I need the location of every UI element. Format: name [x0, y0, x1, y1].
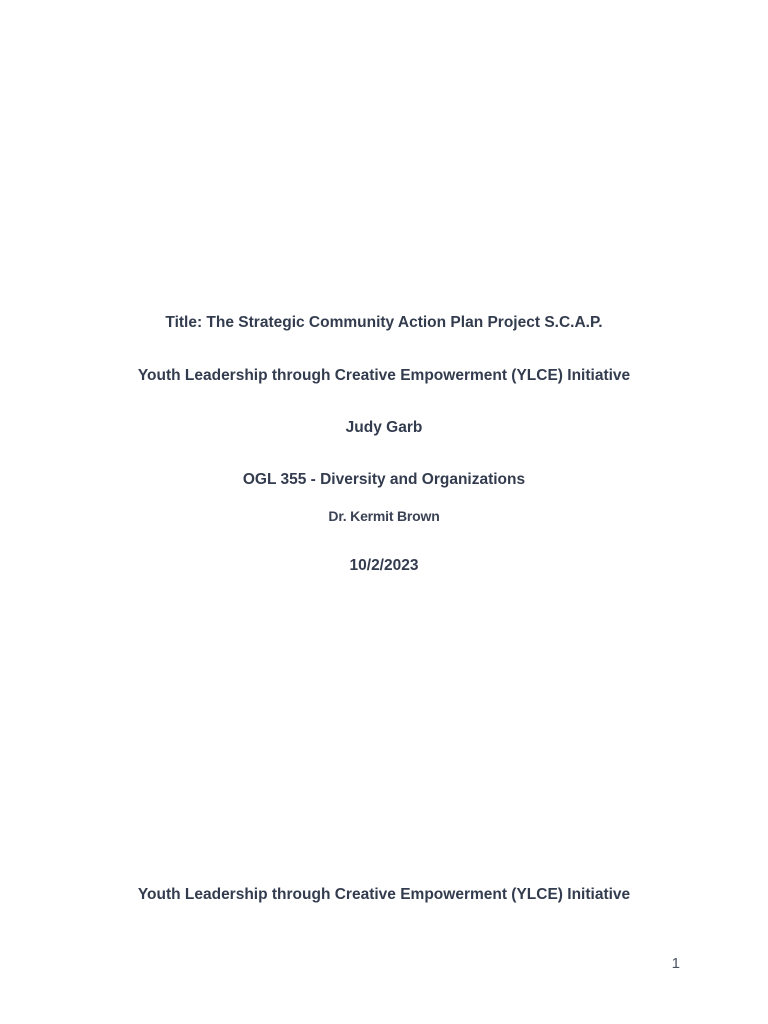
- course-name: OGL 355 - Diversity and Organizations: [242, 471, 526, 488]
- document-title: Title: The Strategic Community Action Plan Project S.C.A.P.: [165, 314, 603, 331]
- submission-date: 10/2/2023: [349, 557, 419, 574]
- section-heading: Youth Leadership through Creative Empowerment (YLCE) Initiative: [137, 886, 631, 903]
- initiative-name: Youth Leadership through Creative Empowerment (YLCE) Initiative: [137, 367, 631, 384]
- author-name: Judy Garb: [345, 419, 423, 436]
- page-number: 1: [671, 955, 680, 972]
- instructor-name: Dr. Kermit Brown: [328, 508, 440, 524]
